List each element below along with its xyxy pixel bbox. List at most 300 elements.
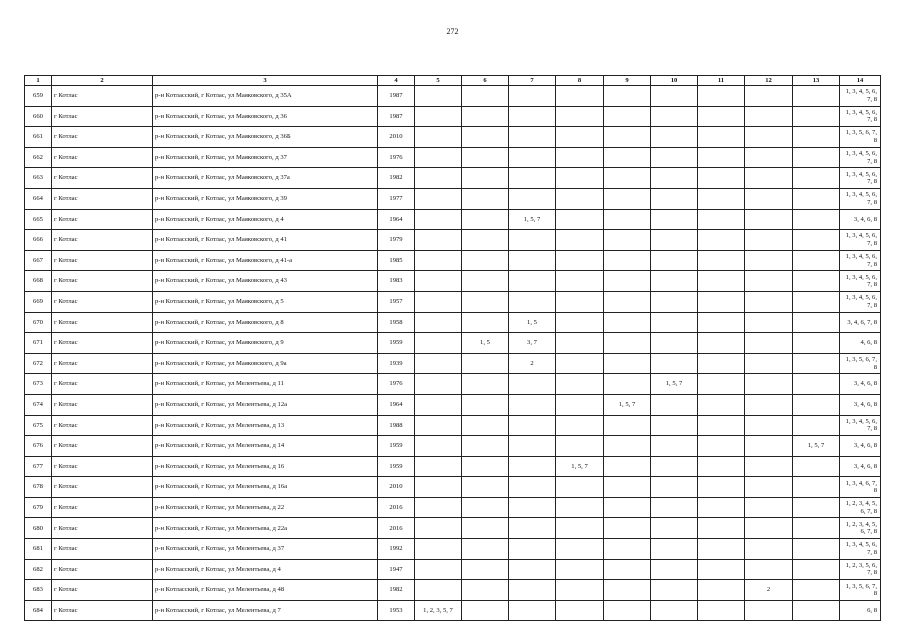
table-cell-col-4: 1964 — [378, 394, 415, 415]
table-cell-col-3: р-н Котласский, г Котлас, ул Маяковского, д 4 — [153, 209, 378, 230]
table-cell-col-1: 659 — [25, 86, 52, 107]
table-cell-col-11 — [698, 436, 745, 457]
table-cell-col-2: г Котлас — [52, 106, 153, 127]
table-cell-col-12: 2 — [745, 580, 793, 601]
table-cell-col-8 — [556, 539, 604, 560]
table-cell-col-7 — [509, 436, 556, 457]
table-cell-col-9 — [604, 127, 651, 148]
table-cell-col-7 — [509, 518, 556, 539]
table-cell-col-10 — [651, 456, 698, 477]
table-cell-col-9 — [604, 374, 651, 395]
col-header-12: 12 — [745, 76, 793, 86]
table-cell-col-6 — [462, 209, 509, 230]
table-row — [25, 477, 881, 498]
table-cell-col-4: 1988 — [378, 415, 415, 436]
table-cell-col-6 — [462, 600, 509, 621]
table-cell-col-4: 1939 — [378, 353, 415, 374]
table-cell-col-5 — [415, 353, 462, 374]
table-cell-col-1: 677 — [25, 456, 52, 477]
table-cell-col-7: 1, 5, 7 — [509, 209, 556, 230]
table-cell-col-4: 1982 — [378, 580, 415, 601]
table-row — [25, 127, 881, 148]
table-cell-col-14: 1, 3, 4, 6, 7, 8 — [840, 477, 881, 498]
table-cell-col-10 — [651, 188, 698, 209]
table-cell-col-1: 663 — [25, 168, 52, 189]
table-cell-col-7: 3, 7 — [509, 333, 556, 354]
table-row — [25, 497, 881, 518]
table-cell-col-1: 678 — [25, 477, 52, 498]
table-row — [25, 353, 881, 374]
table-cell-col-13 — [793, 188, 840, 209]
table-cell-col-4: 1977 — [378, 188, 415, 209]
table-cell-col-10 — [651, 353, 698, 374]
table-cell-col-5 — [415, 106, 462, 127]
table-cell-col-14: 4, 6, 8 — [840, 333, 881, 354]
table-cell-col-13 — [793, 106, 840, 127]
table-cell-col-12 — [745, 353, 793, 374]
table-cell-col-13 — [793, 209, 840, 230]
table-cell-col-4: 1976 — [378, 147, 415, 168]
table-cell-col-12 — [745, 497, 793, 518]
table-cell-col-13 — [793, 580, 840, 601]
table-cell-col-1: 662 — [25, 147, 52, 168]
table-cell-col-2: г Котлас — [52, 312, 153, 333]
table-cell-col-12 — [745, 394, 793, 415]
table-cell-col-5 — [415, 456, 462, 477]
table-cell-col-5 — [415, 559, 462, 580]
table-cell-col-11 — [698, 497, 745, 518]
table-cell-col-11 — [698, 518, 745, 539]
table-cell-col-2: г Котлас — [52, 209, 153, 230]
table-cell-col-2: г Котлас — [52, 168, 153, 189]
table-cell-col-5 — [415, 312, 462, 333]
table-row — [25, 559, 881, 580]
table-cell-col-10 — [651, 600, 698, 621]
table-cell-col-8 — [556, 559, 604, 580]
table-cell-col-6 — [462, 415, 509, 436]
table-cell-col-9 — [604, 147, 651, 168]
table-cell-col-7 — [509, 415, 556, 436]
table-cell-col-14: 1, 2, 3, 4, 5, 6, 7, 8 — [840, 497, 881, 518]
table-cell-col-12 — [745, 518, 793, 539]
table-cell-col-3: р-н Котласский, г Котлас, ул Маяковского, д 37 — [153, 147, 378, 168]
table-row — [25, 209, 881, 230]
table-cell-col-3: р-н Котласский, г Котлас, ул Мелентьева, д 14 — [153, 436, 378, 457]
table-cell-col-11 — [698, 271, 745, 292]
table-cell-col-4: 1959 — [378, 436, 415, 457]
table-cell-col-2: г Котлас — [52, 250, 153, 271]
table-cell-col-3: р-н Котласский, г Котлас, ул Маяковского, д 39 — [153, 188, 378, 209]
table-cell-col-8 — [556, 353, 604, 374]
table-cell-col-6 — [462, 518, 509, 539]
table-cell-col-4: 1976 — [378, 374, 415, 395]
table-cell-col-9 — [604, 188, 651, 209]
table-cell-col-10 — [651, 394, 698, 415]
table-cell-col-7: 1, 5 — [509, 312, 556, 333]
table-cell-col-3: р-н Котласский, г Котлас, ул Мелентьева, д 22 — [153, 497, 378, 518]
table-cell-col-11 — [698, 127, 745, 148]
table-cell-col-5 — [415, 580, 462, 601]
table-cell-col-14: 6, 8 — [840, 600, 881, 621]
table-cell-col-7 — [509, 497, 556, 518]
table-cell-col-8 — [556, 168, 604, 189]
table-row — [25, 86, 881, 107]
table-cell-col-4: 2010 — [378, 477, 415, 498]
table-cell-col-12 — [745, 559, 793, 580]
header-row — [25, 76, 881, 86]
table-cell-col-2: г Котлас — [52, 415, 153, 436]
table-cell-col-13 — [793, 456, 840, 477]
table-cell-col-1: 682 — [25, 559, 52, 580]
table-cell-col-8 — [556, 436, 604, 457]
table-cell-col-6 — [462, 230, 509, 251]
table-cell-col-12 — [745, 477, 793, 498]
table-cell-col-12 — [745, 86, 793, 107]
table-cell-col-13 — [793, 86, 840, 107]
table-cell-col-13 — [793, 291, 840, 312]
table-cell-col-1: 666 — [25, 230, 52, 251]
table-cell-col-5 — [415, 497, 462, 518]
table-cell-col-9 — [604, 291, 651, 312]
table-cell-col-11 — [698, 147, 745, 168]
table-cell-col-8 — [556, 291, 604, 312]
table-cell-col-8 — [556, 106, 604, 127]
table-cell-col-13 — [793, 497, 840, 518]
table-cell-col-9 — [604, 415, 651, 436]
col-header-4: 4 — [378, 76, 415, 86]
table-cell-col-6 — [462, 312, 509, 333]
table-cell-col-11 — [698, 168, 745, 189]
table-row — [25, 456, 881, 477]
table-cell-col-10 — [651, 291, 698, 312]
table-cell-col-3: р-н Котласский, г Котлас, ул Маяковского, д 41 — [153, 230, 378, 251]
table-cell-col-1: 680 — [25, 518, 52, 539]
col-header-1: 1 — [25, 76, 52, 86]
table-row — [25, 106, 881, 127]
table-cell-col-1: 660 — [25, 106, 52, 127]
table-cell-col-12 — [745, 415, 793, 436]
table-cell-col-8 — [556, 209, 604, 230]
table-cell-col-9 — [604, 312, 651, 333]
table-cell-col-6 — [462, 147, 509, 168]
table-cell-col-5 — [415, 230, 462, 251]
table-cell-col-12 — [745, 374, 793, 395]
table-cell-col-6 — [462, 127, 509, 148]
table-cell-col-7 — [509, 127, 556, 148]
table-cell-col-6 — [462, 477, 509, 498]
table-cell-col-5 — [415, 539, 462, 560]
table-cell-col-11 — [698, 312, 745, 333]
table-cell-col-3: р-н Котласский, г Котлас, ул Маяковского, д 9а — [153, 353, 378, 374]
table-cell-col-2: г Котлас — [52, 580, 153, 601]
table-cell-col-6 — [462, 271, 509, 292]
table-cell-col-2: г Котлас — [52, 456, 153, 477]
table-cell-col-4: 2016 — [378, 497, 415, 518]
table-cell-col-8 — [556, 312, 604, 333]
table-cell-col-11 — [698, 559, 745, 580]
table-cell-col-1: 667 — [25, 250, 52, 271]
table-cell-col-9 — [604, 86, 651, 107]
table-row — [25, 230, 881, 251]
table-cell-col-1: 670 — [25, 312, 52, 333]
table-row — [25, 580, 881, 601]
table-cell-col-2: г Котлас — [52, 477, 153, 498]
table-cell-col-10 — [651, 415, 698, 436]
table-cell-col-9 — [604, 106, 651, 127]
table-cell-col-4: 1992 — [378, 539, 415, 560]
table-cell-col-5 — [415, 477, 462, 498]
table-cell-col-1: 684 — [25, 600, 52, 621]
table-cell-col-14: 3, 4, 6, 8 — [840, 456, 881, 477]
table-cell-col-5 — [415, 394, 462, 415]
table-cell-col-9 — [604, 271, 651, 292]
table-cell-col-7 — [509, 291, 556, 312]
table-cell-col-10 — [651, 86, 698, 107]
table-cell-col-11 — [698, 230, 745, 251]
table-cell-col-1: 683 — [25, 580, 52, 601]
table-cell-col-9 — [604, 333, 651, 354]
table-cell-col-13 — [793, 374, 840, 395]
table-cell-col-1: 674 — [25, 394, 52, 415]
table-cell-col-1: 671 — [25, 333, 52, 354]
table-cell-col-4: 1987 — [378, 86, 415, 107]
table-cell-col-1: 673 — [25, 374, 52, 395]
table-cell-col-8 — [556, 271, 604, 292]
table-cell-col-6 — [462, 188, 509, 209]
table-cell-col-13 — [793, 333, 840, 354]
table-cell-col-4: 1959 — [378, 333, 415, 354]
table-cell-col-5 — [415, 209, 462, 230]
table-cell-col-6 — [462, 106, 509, 127]
table-cell-col-1: 679 — [25, 497, 52, 518]
table-cell-col-9 — [604, 477, 651, 498]
table-cell-col-6: 1, 5 — [462, 333, 509, 354]
table-cell-col-3: р-н Котласский, г Котлас, ул Маяковского, д 9 — [153, 333, 378, 354]
table-cell-col-9 — [604, 539, 651, 560]
table-cell-col-3: р-н Котласский, г Котлас, ул Мелентьева, д 16 — [153, 456, 378, 477]
table-cell-col-3: р-н Котласский, г Котлас, ул Маяковского, д 36Б — [153, 127, 378, 148]
table-cell-col-14: 3, 4, 6, 8 — [840, 394, 881, 415]
table-cell-col-13 — [793, 394, 840, 415]
table-cell-col-6 — [462, 394, 509, 415]
table-cell-col-7 — [509, 600, 556, 621]
table-cell-col-13 — [793, 353, 840, 374]
table-row — [25, 518, 881, 539]
table-cell-col-7 — [509, 188, 556, 209]
table-cell-col-11 — [698, 353, 745, 374]
table-cell-col-3: р-н Котласский, г Котлас, ул Мелентьева, д 22а — [153, 518, 378, 539]
table-cell-col-12 — [745, 456, 793, 477]
table-row — [25, 250, 881, 271]
table-cell-col-9: 1, 5, 7 — [604, 394, 651, 415]
table-cell-col-14: 1, 3, 4, 5, 6, 7, 8 — [840, 147, 881, 168]
table-cell-col-5 — [415, 168, 462, 189]
table-cell-col-9 — [604, 353, 651, 374]
table-cell-col-8 — [556, 518, 604, 539]
table-cell-col-14: 1, 3, 4, 5, 6, 7, 8 — [840, 250, 881, 271]
table-cell-col-7 — [509, 230, 556, 251]
table-cell-col-5 — [415, 291, 462, 312]
col-header-7: 7 — [509, 76, 556, 86]
table-cell-col-10 — [651, 127, 698, 148]
table-cell-col-8 — [556, 188, 604, 209]
table-cell-col-10 — [651, 147, 698, 168]
table-cell-col-6 — [462, 559, 509, 580]
table-cell-col-5 — [415, 518, 462, 539]
table-cell-col-7 — [509, 374, 556, 395]
table-cell-col-5 — [415, 86, 462, 107]
table-cell-col-3: р-н Котласский, г Котлас, ул Мелентьева, д 37 — [153, 539, 378, 560]
table-cell-col-12 — [745, 333, 793, 354]
table-cell-col-12 — [745, 147, 793, 168]
table-cell-col-8: 1, 5, 7 — [556, 456, 604, 477]
table-cell-col-2: г Котлас — [52, 436, 153, 457]
table-cell-col-14: 1, 3, 4, 5, 6, 7, 8 — [840, 271, 881, 292]
table-cell-col-1: 676 — [25, 436, 52, 457]
table-cell-col-2: г Котлас — [52, 353, 153, 374]
table-cell-col-11 — [698, 86, 745, 107]
table-cell-col-10 — [651, 230, 698, 251]
table-body — [25, 86, 881, 621]
table-cell-col-4: 1964 — [378, 209, 415, 230]
table-cell-col-3: р-н Котласский, г Котлас, ул Мелентьева, д 16а — [153, 477, 378, 498]
table-cell-col-3: р-н Котласский, г Котлас, ул Маяковского, д 5 — [153, 291, 378, 312]
col-header-2: 2 — [52, 76, 153, 86]
table-cell-col-7 — [509, 539, 556, 560]
table-cell-col-2: г Котлас — [52, 518, 153, 539]
table-cell-col-7 — [509, 456, 556, 477]
table-cell-col-11 — [698, 415, 745, 436]
col-header-6: 6 — [462, 76, 509, 86]
col-header-5: 5 — [415, 76, 462, 86]
table-cell-col-3: р-н Котласский, г Котлас, ул Мелентьева, д 4 — [153, 559, 378, 580]
table-cell-col-9 — [604, 168, 651, 189]
table-cell-col-8 — [556, 147, 604, 168]
table-cell-col-14: 1, 3, 5, 6, 7, 8 — [840, 580, 881, 601]
table-cell-col-13 — [793, 559, 840, 580]
table-cell-col-9 — [604, 230, 651, 251]
table-cell-col-5 — [415, 127, 462, 148]
table-row — [25, 600, 881, 621]
table-cell-col-14: 1, 3, 4, 5, 6, 7, 8 — [840, 168, 881, 189]
col-header-13: 13 — [793, 76, 840, 86]
table-cell-col-12 — [745, 188, 793, 209]
table-cell-col-14: 1, 2, 3, 5, 6, 7, 8 — [840, 559, 881, 580]
table-cell-col-11 — [698, 250, 745, 271]
table-cell-col-4: 1959 — [378, 456, 415, 477]
table-cell-col-11 — [698, 333, 745, 354]
table-cell-col-12 — [745, 436, 793, 457]
col-header-11: 11 — [698, 76, 745, 86]
table-cell-col-6 — [462, 86, 509, 107]
table-cell-col-8 — [556, 250, 604, 271]
col-header-10: 10 — [651, 76, 698, 86]
table-cell-col-3: р-н Котласский, г Котлас, ул Маяковского, д 8 — [153, 312, 378, 333]
table-cell-col-5 — [415, 250, 462, 271]
table-cell-col-6 — [462, 580, 509, 601]
table-cell-col-10 — [651, 436, 698, 457]
table-cell-col-5 — [415, 436, 462, 457]
table-cell-col-9 — [604, 559, 651, 580]
table-cell-col-5 — [415, 188, 462, 209]
table-cell-col-4: 1985 — [378, 250, 415, 271]
table-cell-col-4: 1957 — [378, 291, 415, 312]
table-cell-col-11 — [698, 209, 745, 230]
table-cell-col-5 — [415, 374, 462, 395]
table-cell-col-2: г Котлас — [52, 374, 153, 395]
table-cell-col-5 — [415, 415, 462, 436]
table-cell-col-12 — [745, 106, 793, 127]
col-header-14: 14 — [840, 76, 881, 86]
table-cell-col-10 — [651, 333, 698, 354]
table-cell-col-13 — [793, 415, 840, 436]
table-cell-col-8 — [556, 86, 604, 107]
table-cell-col-14: 3, 4, 6, 8 — [840, 436, 881, 457]
table-cell-col-3: р-н Котласский, г Котлас, ул Мелентьева, д 11 — [153, 374, 378, 395]
table-cell-col-6 — [462, 456, 509, 477]
table-cell-col-13: 1, 5, 7 — [793, 436, 840, 457]
table-cell-col-8 — [556, 477, 604, 498]
table-cell-col-9 — [604, 497, 651, 518]
table-cell-col-5 — [415, 147, 462, 168]
table-cell-col-14: 3, 4, 6, 8 — [840, 374, 881, 395]
table-cell-col-7 — [509, 580, 556, 601]
table-cell-col-9 — [604, 456, 651, 477]
table-cell-col-10 — [651, 497, 698, 518]
table-cell-col-9 — [604, 600, 651, 621]
table-cell-col-13 — [793, 539, 840, 560]
table-cell-col-14: 1, 3, 4, 5, 6, 7, 8 — [840, 86, 881, 107]
col-header-8: 8 — [556, 76, 604, 86]
table-cell-col-14: 1, 3, 5, 6, 7, 8 — [840, 353, 881, 374]
table-cell-col-10 — [651, 312, 698, 333]
table-cell-col-2: г Котлас — [52, 539, 153, 560]
table-cell-col-2: г Котлас — [52, 291, 153, 312]
col-header-3: 3 — [153, 76, 378, 86]
table-cell-col-4: 1987 — [378, 106, 415, 127]
table-cell-col-14: 1, 3, 4, 5, 6, 7, 8 — [840, 539, 881, 560]
table-cell-col-4: 1983 — [378, 271, 415, 292]
table-cell-col-7 — [509, 168, 556, 189]
table-cell-col-6 — [462, 497, 509, 518]
table-cell-col-10 — [651, 477, 698, 498]
table-row — [25, 333, 881, 354]
table-row — [25, 312, 881, 333]
table-row — [25, 539, 881, 560]
table-cell-col-3: р-н Котласский, г Котлас, ул Мелентьева, д 7 — [153, 600, 378, 621]
table-cell-col-7 — [509, 86, 556, 107]
table-cell-col-3: р-н Котласский, г Котлас, ул Маяковского, д 41-а — [153, 250, 378, 271]
table-cell-col-14: 3, 4, 6, 8 — [840, 209, 881, 230]
table-cell-col-6 — [462, 291, 509, 312]
table-cell-col-13 — [793, 147, 840, 168]
table-cell-col-2: г Котлас — [52, 188, 153, 209]
table-cell-col-1: 668 — [25, 271, 52, 292]
table-cell-col-10 — [651, 250, 698, 271]
table-cell-col-6 — [462, 250, 509, 271]
table-cell-col-2: г Котлас — [52, 559, 153, 580]
table-cell-col-4: 2010 — [378, 127, 415, 148]
table-cell-col-8 — [556, 497, 604, 518]
table-cell-col-1: 664 — [25, 188, 52, 209]
table-cell-col-9 — [604, 580, 651, 601]
table-row — [25, 291, 881, 312]
table-cell-col-13 — [793, 271, 840, 292]
table-cell-col-7: 2 — [509, 353, 556, 374]
table-cell-col-3: р-н Котласский, г Котлас, ул Маяковского, д 37а — [153, 168, 378, 189]
table-cell-col-10 — [651, 168, 698, 189]
page-number: 272 — [446, 27, 459, 36]
